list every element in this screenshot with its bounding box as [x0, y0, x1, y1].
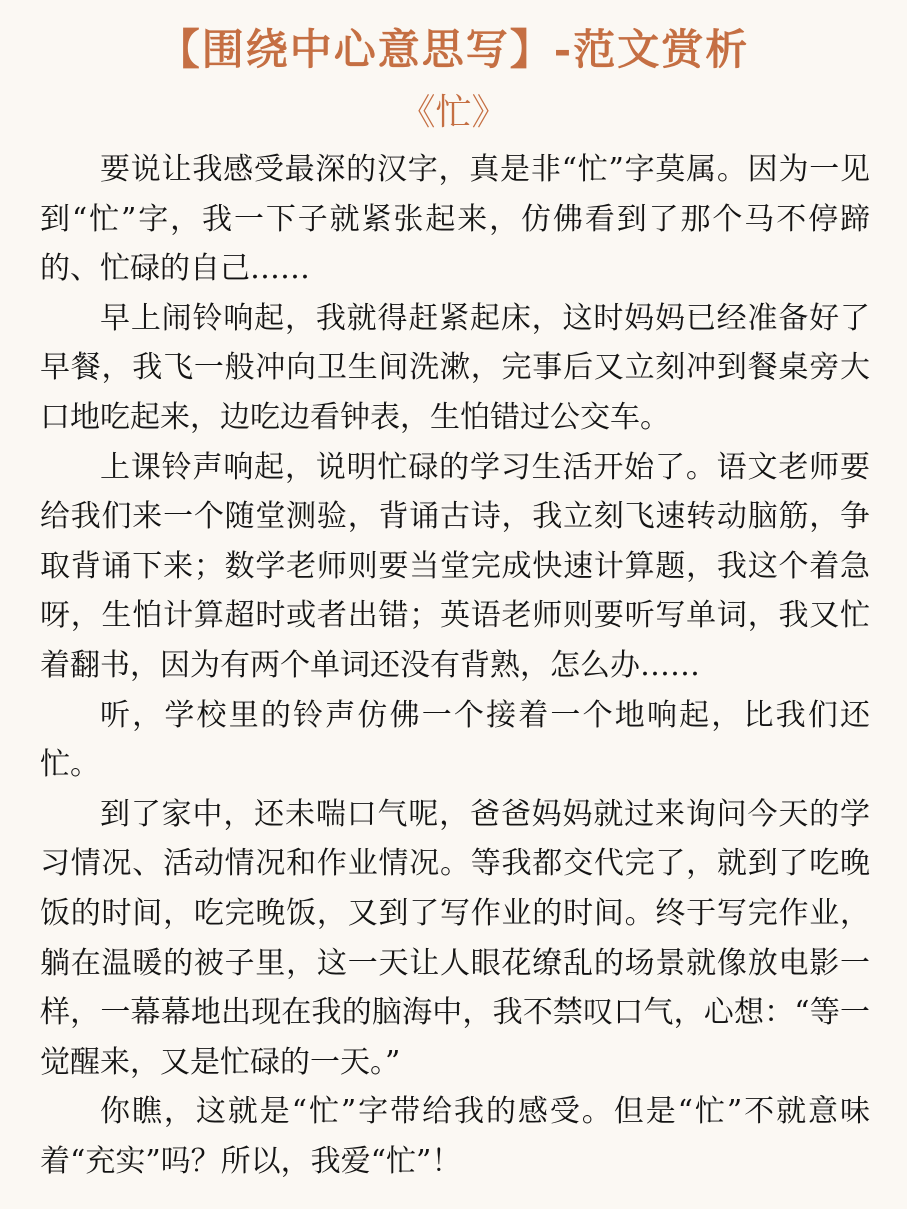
essay-paragraph-4: 听，学校里的铃声仿佛一个接着一个地响起，比我们还忙。	[40, 697, 870, 783]
essay-title: 《忙》	[399, 92, 508, 133]
essay-paragraph-3: 上课铃声响起，说明忙碌的学习生活开始了。语文老师要给我们来一个随堂测验，背诵古诗，我立刻飞速转动脑筋，争取背诵下来；数学老师则要当堂完成快速计算题，我这个着急呀，生怕计算超时或者出错；英语老师则要听写单词，我又忙着翻书，因为有两个单词还没有背熟，怎么办……	[40, 449, 870, 683]
essay-paragraph-2: 早上闹铃响起，我就得赶紧起床，这时妈妈已经准备好了早餐，我飞一般冲向卫生间洗漱，完事后又立刻冲到餐桌旁大口地吃起来，边吃边看钟表，生怕错过公交车。	[40, 300, 870, 435]
essay-paragraph-1: 要说让我感受最深的汉字，真是非“忙”字莫属。因为一见到“忙”字，我一下子就紧张起来，仿佛看到了那个马不停蹄的、忙碌的自己……	[40, 152, 870, 287]
essay-paragraph-6: 你瞧，这就是“忙”字带给我的感受。但是“忙”不就意味着“充实”吗？所以，我爱“忙”！	[40, 1094, 870, 1179]
essay-paragraph-5: 到了家中，还未喘口气呢，爸爸妈妈就过来询问今天的学习情况、活动情况和作业情况。等我都交代完了，就到了吃晚饭的时间，吃完晚饭，又到了写作业的时间。终于写完作业，躺在温暖的被子里，这一天让人眼花缭乱的场景就像放电影一样，一幕幕地出现在我的脑海中，我不禁叹口气，心想：“等一觉醒来，又是忙碌的一天。”	[40, 796, 870, 1080]
page-title: 【围绕中心意思写】-范文赏析	[157, 25, 750, 74]
essay-body	[40, 145, 870, 1186]
